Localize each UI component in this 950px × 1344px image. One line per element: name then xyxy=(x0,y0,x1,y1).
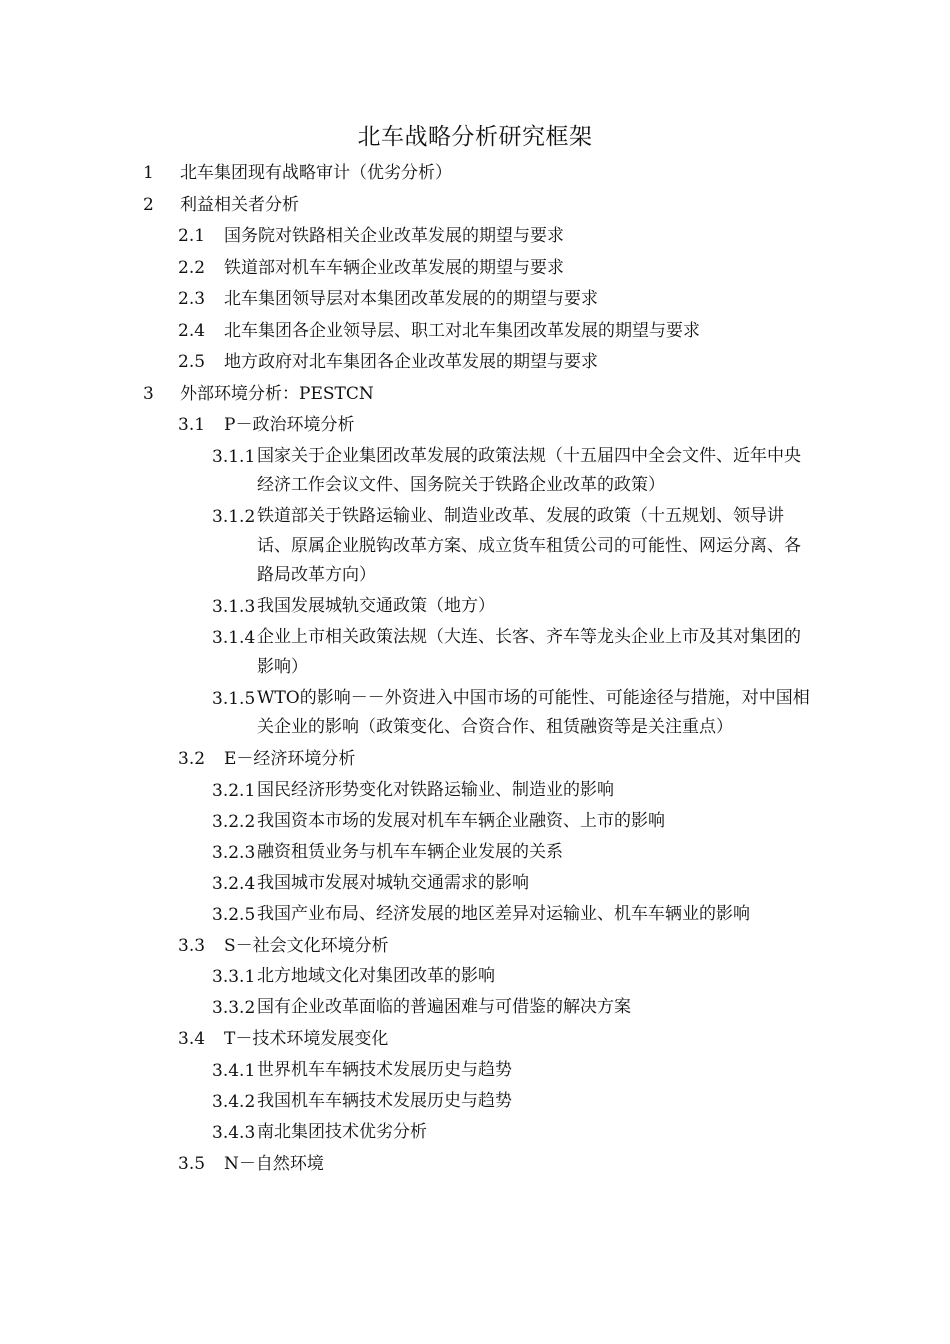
outline-item-text: 企业上市相关政策法规（大连、长客、齐车等龙头企业上市及其对集团的影响） xyxy=(257,627,801,677)
outline-item xyxy=(0,158,950,188)
outline-item xyxy=(0,1118,950,1148)
outline-item-number: 3.2 xyxy=(178,749,206,769)
outline-item-number: 2.1 xyxy=(178,226,206,246)
outline-item-number: 3.3 xyxy=(178,935,206,956)
outline-item-number: 3.2.4 xyxy=(212,873,256,894)
outline-item-number: 2.4 xyxy=(178,320,206,341)
outline-item-number: 2.5 xyxy=(178,352,206,372)
outline-item-number: 3.4.3 xyxy=(212,1122,256,1143)
outline-item xyxy=(0,1056,950,1086)
outline-item xyxy=(0,869,950,899)
outline-item xyxy=(0,1149,950,1179)
outline-item-number: 3.1.2 xyxy=(212,507,256,527)
outline-item-text: 北方地域文化对集团改革的影响 xyxy=(257,966,495,986)
outline-item-number: 3.4.2 xyxy=(212,1091,256,1112)
outline-item xyxy=(0,253,950,283)
outline-item-text: 北车集团现有战略审计（优劣分析） xyxy=(180,163,452,183)
outline-item-text: 我国城市发展对城轨交通需求的影响 xyxy=(257,872,529,893)
outline-item-text: 我国产业布局、经济发展的地区差异对运输业、机车车辆业的影响 xyxy=(257,903,750,924)
outline-item-text: P－政治环境分析 xyxy=(224,415,355,435)
outline-item-text: S－社会文化环境分析 xyxy=(224,935,389,956)
outline-item-number: 2.2 xyxy=(178,257,206,278)
outline-item-text: 铁道部关于铁路运输业、制造业改革、发展的政策（十五规划、领导讲话、原属企业脱钩改革方案、成立货车租赁公司的可能性、网运分离、各路局改革方向） xyxy=(257,506,801,585)
outline-item xyxy=(0,190,950,220)
outline-item-text: 铁道部对机车车辆企业改革发展的期望与要求 xyxy=(224,257,564,278)
outline-item xyxy=(0,316,950,346)
outline-item-text: 国民经济形势变化对铁路运输业、制造业的影响 xyxy=(257,779,614,800)
outline-item xyxy=(0,379,950,409)
outline-item xyxy=(0,442,950,501)
outline-item xyxy=(0,776,950,806)
outline-item-text: 地方政府对北车集团各企业改革发展的期望与要求 xyxy=(224,352,598,372)
outline-item-number: 3 xyxy=(143,383,154,404)
outline-item-text: T－技术环境发展变化 xyxy=(224,1029,389,1049)
outline-item-text: 利益相关者分析 xyxy=(180,194,299,215)
outline-item-text: WTO的影响－－外资进入中国市场的可能性、可能途径与措施，对中国相关企业的影响（政策变化、合资合作、租赁融资等是关注重点） xyxy=(257,687,810,737)
outline-item-text: 国有企业改革面临的普遍困难与可借鉴的解决方案 xyxy=(257,997,631,1017)
outline-item-text: 国家关于企业集团改革发展的政策法规（十五届四中全会文件、近年中央经济工作会议文件、国务院关于铁路企业改革的政策） xyxy=(257,445,801,495)
outline-item-number: 3.4 xyxy=(178,1029,206,1049)
outline-item-number: 3.4.1 xyxy=(212,1060,256,1081)
outline-item-number: 3.1 xyxy=(178,415,206,435)
outline-item xyxy=(0,684,950,743)
outline-item xyxy=(0,623,950,682)
outline-item xyxy=(0,1024,950,1054)
outline-item-number: 2 xyxy=(143,194,154,215)
outline-item-text: 南北集团技术优劣分析 xyxy=(257,1121,427,1142)
outline-item-number: 3.3.2 xyxy=(212,998,256,1018)
outline-item-text: E－经济环境分析 xyxy=(224,749,356,769)
outline-item-number: 3.2.1 xyxy=(212,780,256,801)
outline-item-text: 外部环境分析：PESTCN xyxy=(180,383,374,404)
outline-item xyxy=(0,221,950,251)
outline-item-text: 世界机车车辆技术发展历史与趋势 xyxy=(257,1059,512,1080)
outline-list xyxy=(0,158,950,1180)
outline-item-number: 3.1.3 xyxy=(212,597,256,617)
outline-item-text: 国务院对铁路相关企业改革发展的期望与要求 xyxy=(224,226,564,246)
outline-item-number: 3.2.5 xyxy=(212,904,256,925)
outline-item-number: 3.2.3 xyxy=(212,842,256,863)
document-title: 北车战略分析研究框架 xyxy=(357,124,593,150)
outline-item-text: 北车集团各企业领导层、职工对北车集团改革发展的期望与要求 xyxy=(224,320,700,341)
outline-item xyxy=(0,502,950,591)
outline-item xyxy=(0,410,950,440)
outline-item xyxy=(0,900,950,930)
outline-item-number: 3.1.1 xyxy=(212,446,256,467)
outline-item-number: 3.1.4 xyxy=(212,628,256,648)
outline-item-text: 融资租赁业务与机车车辆企业发展的关系 xyxy=(257,841,563,862)
outline-item xyxy=(0,744,950,774)
outline-item-text: N－自然环境 xyxy=(224,1153,324,1174)
outline-item-number: 3.5 xyxy=(178,1153,206,1174)
outline-item xyxy=(0,284,950,314)
outline-item xyxy=(0,592,950,622)
outline-item-text: 北车集团领导层对本集团改革发展的的期望与要求 xyxy=(224,289,598,309)
outline-item-number: 3.3.1 xyxy=(212,967,256,987)
outline-item-number: 2.3 xyxy=(178,289,206,309)
outline-item-number: 1 xyxy=(143,163,154,183)
outline-item xyxy=(0,807,950,837)
outline-item xyxy=(0,1087,950,1117)
outline-item xyxy=(0,993,950,1023)
outline-item-text: 我国资本市场的发展对机车车辆企业融资、上市的影响 xyxy=(257,810,665,831)
outline-item-text: 我国机车车辆技术发展历史与趋势 xyxy=(257,1090,512,1111)
outline-item xyxy=(0,347,950,377)
outline-item-text: 我国发展城轨交通政策（地方） xyxy=(257,596,495,616)
outline-item xyxy=(0,931,950,961)
outline-item xyxy=(0,962,950,992)
outline-item xyxy=(0,838,950,868)
outline-item-number: 3.1.5 xyxy=(212,688,256,709)
outline-item-number: 3.2.2 xyxy=(212,811,256,832)
